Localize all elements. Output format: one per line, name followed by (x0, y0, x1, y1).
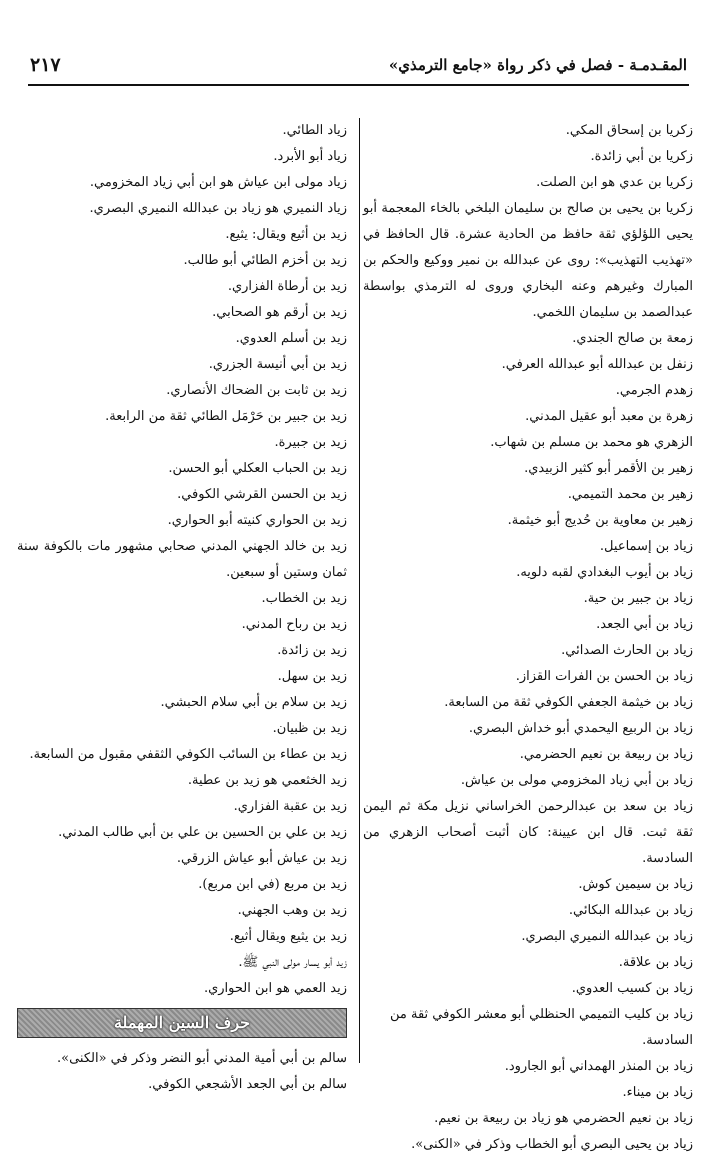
header-rule (28, 84, 689, 86)
left-column (17, 118, 347, 1098)
entry: زيد بن أرقم هو الصحابي. (212, 305, 347, 320)
entry: زيد بن جبير بن حَرْمَل الطائي ثقة من الرابعة. (105, 409, 347, 424)
entry: زياد بن يحيى البصري أبو الخطاب وذكر في «الكنى». (411, 1137, 693, 1152)
entry: زياد بن أبي الجعد. (596, 617, 693, 632)
entry: زيد بن عقبة الفزاري. (233, 799, 347, 814)
entry: زيد بن عياش أبو عياش الزرقي. (176, 851, 347, 866)
entry: زهير بن محمد التميمي. (567, 487, 693, 502)
entry: زياد بن أيوب البغدادي لقبه دلويه. (516, 565, 693, 580)
entry: زيد بن الحواري كنيته أبو الحواري. (167, 513, 347, 528)
entry: زيد بن زائدة. (277, 643, 347, 658)
entry: زياد الطائي. (282, 123, 347, 138)
entry: زمعة بن صالح الجندي. (572, 331, 693, 346)
entry: زياد بن الربيع اليحمدي أبو خداش البصري. (468, 721, 693, 736)
entry: زياد بن المنذر الهمداني أبو الجارود. (504, 1059, 693, 1074)
entry: زياد بن إسماعيل. (599, 539, 693, 554)
entry: زياد بن ربيعة بن نعيم الحضرمي. (519, 747, 693, 762)
entry: زياد بن علاقة. (618, 955, 693, 970)
entry: زيد بن وهب الجهني. (237, 903, 347, 918)
entry: زياد بن عبدالله النميري البصري. (521, 929, 693, 944)
entry: زيد بن سهل. (277, 669, 347, 684)
page-number: ٢١٧ (30, 54, 61, 76)
entry: زيد العمي هو ابن الحواري. (203, 981, 347, 996)
entry: زكريا بن إسحاق المكي. (565, 123, 693, 138)
entry: زياد مولى ابن عياش هو ابن أبي زياد المخزومي. (89, 175, 347, 190)
entry: زهير بن معاوية بن حُديج أبو خيثمة. (507, 513, 693, 528)
entry: زهدم الجرمي. (615, 383, 693, 398)
entry: زيد بن ثابت بن الضحاك الأنصاري. (166, 383, 347, 398)
entry: زياد بن الحسن بن الفرات القزاز. (515, 669, 693, 684)
entry: زيد بن مربع (في ابن مربع). (198, 877, 347, 892)
entry: زيد بن ظبيان. (272, 721, 347, 736)
entry: زهير بن الأقمر أبو كثير الزبيدي. (524, 461, 693, 476)
entry: زياد بن خيثمة الجعفي الكوفي ثقة من السابعة. (444, 695, 693, 710)
page-header (30, 50, 687, 80)
entry: زيد بن أرطاة الفزاري. (227, 279, 347, 294)
entry: زيد الخثعمي هو زيد بن عطية. (187, 773, 347, 788)
entry: زيد بن رباح المدني. (241, 617, 347, 632)
entry: زيد بن أبي أنيسة الجزري. (208, 357, 347, 372)
entry: زياد بن سعد بن عبدالرحمن الخراساني نزيل مكة ثم اليمن ثقة ثبت. قال ابن عيينة: كان أثبت أصحاب الزهري من السادسة. (363, 799, 693, 866)
entry: زياد بن الحارث الصدائي. (561, 643, 693, 658)
entry: زيد بن الحسن القرشي الكوفي. (177, 487, 347, 502)
entry: زيد بن أسلم العدوي. (235, 331, 347, 346)
entry: زكريا بن أبي زائدة. (590, 149, 693, 164)
entry: زيد بن جبيرة. (274, 435, 347, 450)
entry: زيد بن سلام بن أبي سلام الحبشي. (160, 695, 347, 710)
entry: زياد بن كسيب العدوي. (571, 981, 693, 996)
column-divider (359, 118, 360, 1063)
entry: زنفل بن عبدالله أبو عبدالله العرفي. (501, 357, 693, 372)
section-heading-sin: حرف السين المهملة (17, 1008, 347, 1038)
entry: الزهري هو محمد بن مسلم بن شهاب. (490, 435, 693, 450)
entry: سالم بن أبي الجعد الأشجعي الكوفي. (148, 1077, 347, 1092)
entry: زياد النميري هو زياد بن عبدالله النميري البصري. (89, 201, 347, 216)
entry: زياد بن ميناء. (622, 1085, 693, 1100)
entry: زياد أبو الأبرد. (273, 149, 347, 164)
entry: زياد بن عبدالله البكائي. (568, 903, 693, 918)
right-column (363, 118, 693, 1158)
running-title: المقـدمـة - فصل في ذكر رواة «جامع الترمذي» (388, 56, 687, 74)
entry: زهرة بن معبد أبو عقيل المدني. (525, 409, 693, 424)
entry: زيد بن أخزم الطائي أبو طالب. (183, 253, 347, 268)
entry: سالم بن أبي أمية المدني أبو النضر وذكر في «الكنى». (57, 1051, 347, 1066)
entry: زياد بن سيمين كوش. (578, 877, 693, 892)
entry: زيد بن أثيع ويقال: يثيع. (225, 227, 347, 242)
entry: زياد بن أبي زياد المخزومي مولى بن عياش. (460, 773, 693, 788)
entry: زكريا بن عدي هو ابن الصلت. (536, 175, 693, 190)
entry: زيد بن علي بن الحسين بن علي بن أبي طالب المدني. (58, 825, 347, 840)
entry: زيد بن الحباب العكلي أبو الحسن. (168, 461, 347, 476)
entry: زياد بن نعيم الحضرمي هو زياد بن ربيعة بن نعيم. (434, 1111, 693, 1126)
entry: زكريا بن يحيى بن صالح بن سليمان البلخي بالخاء المعجمة أبو يحيى اللؤلؤي ثقة حافظ من الحادية عشرة. قال الحافظ في «تهذيب التهذيب»: روى عن عبدالله بن نمير ووكيع والحكم بن المبارك وغيرهم وعنه البخاري وروى له الترمذي بواسطة عبدالصمد بن سليمان اللخمي. (363, 201, 693, 320)
entry: زيد بن الخطاب. (261, 591, 347, 606)
entry: زياد بن كليب التميمي الحنظلي أبو معشر الكوفي ثقة من السادسة. (390, 1007, 693, 1048)
entry: زياد بن جبير بن حية. (583, 591, 693, 606)
entry: زيد بن عطاء بن السائب الكوفي الثقفي مقبول من السابعة. (29, 747, 347, 762)
entry: زيد أبو يسار مولى النبي ﷺ. (238, 955, 347, 970)
entry: زيد بن خالد الجهني المدني صحابي مشهور مات بالكوفة سنة ثمان وستين أو سبعين. (17, 539, 347, 580)
entry: زيد بن يثيع ويقال أثيع. (229, 929, 347, 944)
